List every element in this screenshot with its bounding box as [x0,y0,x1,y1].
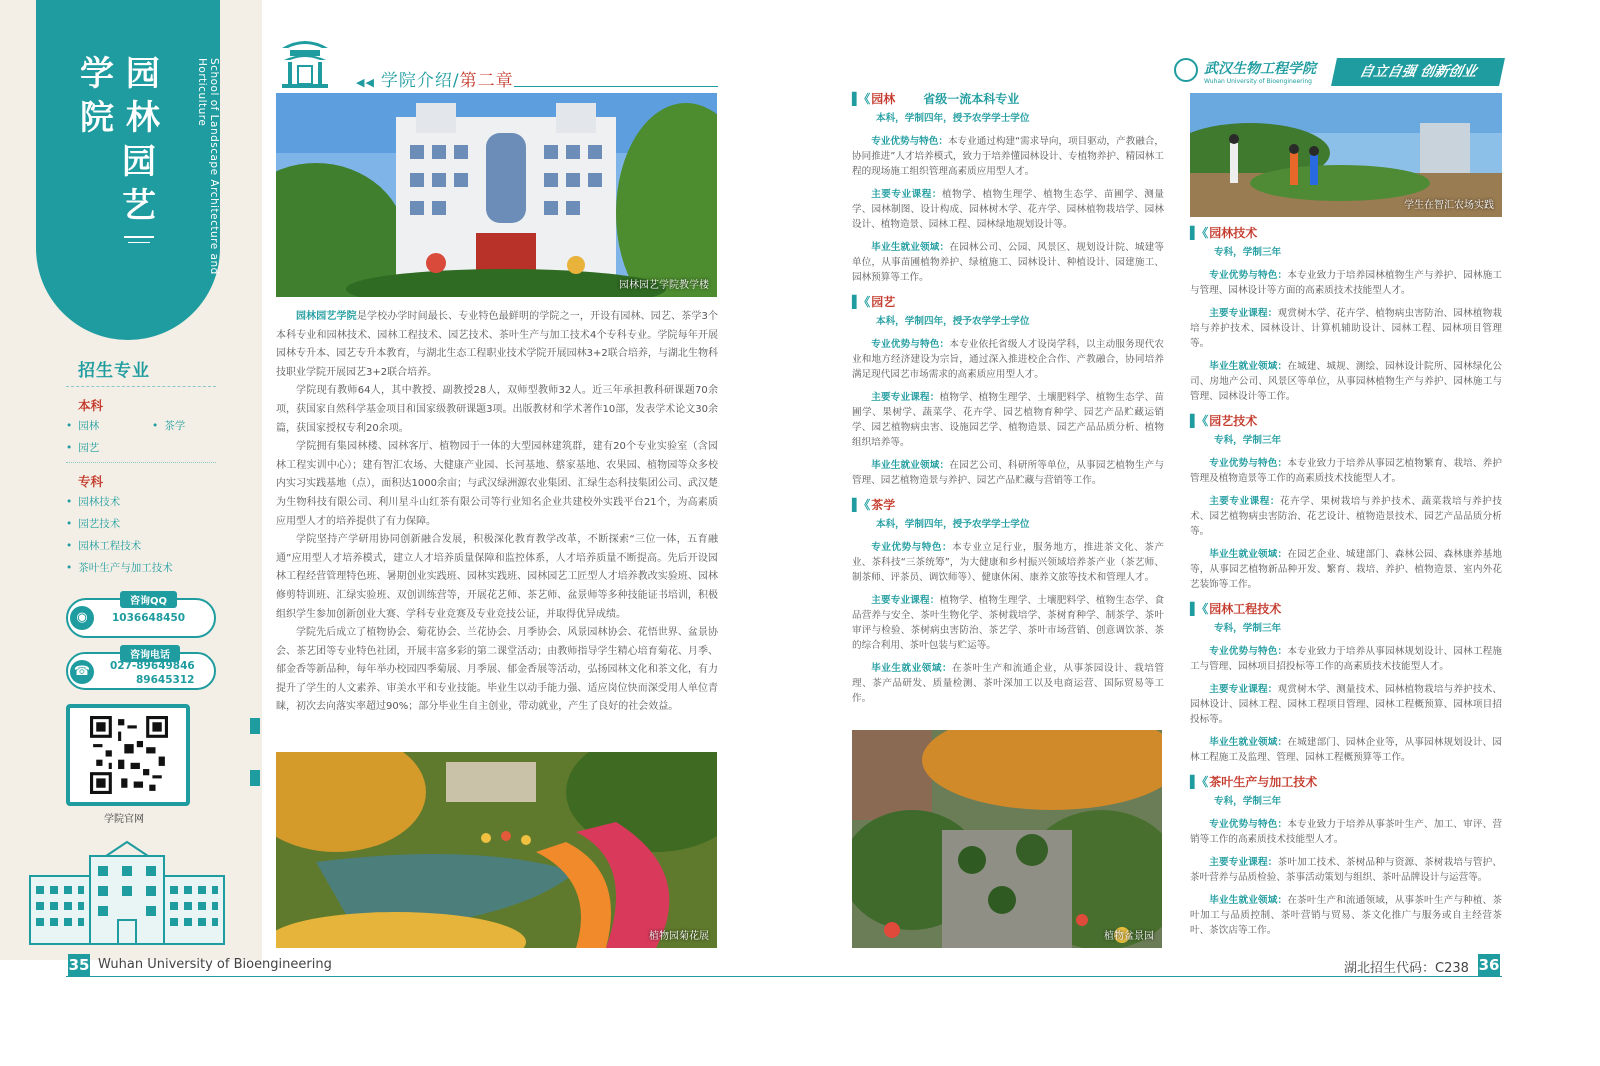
major-subtitle: 专科，学制三年 [1214,623,1282,634]
qr-caption: 学院官网 [104,814,144,825]
title-line-2: 院 林 [80,98,160,138]
undergrad-heading: 本科 [78,398,104,413]
bonsai-garden-image [852,730,1162,948]
major-advantage: 专业优势与特色：本专业立足行业，服务地方，推进茶文化、茶产业、茶科技“三茶统筹”，为大健康和乡村振兴领域培养茶产业（茶艺师、制茶师、评茶员、调饮师等）、健康休闲、康养文旅等技术和管理人才。 [852,542,1165,583]
majors-heading: 招生专业 [78,361,150,381]
major-item-chaye[interactable]: • 茶叶生产与加工技术 [66,560,173,575]
phone-contact-box[interactable] [66,652,216,690]
slogan-banner: 自立自强 创新创业 [1331,58,1505,86]
pavilion-icon [278,32,332,90]
intro-paragraph-1: 园林园艺学院是学校办学时间最长、专业特色最鲜明的学院之一，开设有园林、园艺、茶学3个本科专业和园林技术、园林工程技术、园艺技术、茶叶生产与加工技术4个专科专业。学院每年开展园林专升本、园艺专升本教育，与湖北生态工程职业技术学院开展园林3+2联合培养，与湖北生物科技职业学院开展园艺3+2联合培养。 [276,311,718,378]
major-heading-yuanlin-jishu: ▌《 园林技术 [1190,226,1258,240]
major-subtitle: 专科，学制三年 [1214,435,1282,446]
intro-paragraph-2: 学院现有教师64人，其中教授、副教授28人，双师型教师32人。近三年承担教科研课题70余项，获国家自然科学基金项目和国家级教研课题3项。出版教材和学术著作10部，发表学术论文30余篇，获国家授权专利20余项。 [276,385,718,434]
major-block-yuanyi [852,295,1164,488]
major-courses: 主要专业课程：茶叶加工技术、茶树品种与资源、茶树栽培与管护、茶叶营养与品质检验、茶事活动策划与组织、茶叶品牌设计与运营等。 [1190,857,1503,883]
photo1-caption: 园林园艺学院教学楼 [619,280,709,291]
double-chevron-icon: ▌《 [1190,775,1206,789]
title-underline [124,236,154,238]
title-english: School of Landscape Architecture and Horticulture [196,58,220,275]
photo-teaching-building [276,93,717,297]
major-employment: 毕业生就业领域：在茶叶生产和流通企业，从事茶园设计、栽培管理、茶产品研发、质量检测、茶叶深加工以及电商运营、国际贸易等工作。 [852,663,1165,704]
major-employment: 毕业生就业领域：在城建部门、园林企业等，从事园林规划设计、园林工程施工及监理、管理、园林工程概预算等工作。 [1190,737,1503,763]
major-block-yuanlin-jishu [1190,226,1502,404]
major-heading-yuanyi-jishu: ▌《 园艺技术 [1190,414,1258,428]
major-item-gongcheng-jishu[interactable]: • 园林工程技术 [66,538,141,553]
major-advantage: 专业优势与特色：本专业致力于培养从事茶叶生产、加工、审评、营销等工作的高素质技术技能型人才。 [1190,819,1503,845]
intro-text [276,308,718,717]
intro-paragraph-3: 学院拥有集园林楼、园林客厅、植物园于一体的大型园林建筑群，建有20个专业实验室（含园林工程实训中心）；建有智汇农场、大健康产业园、长河基地、蔡家基地、农果园、植物园等众多校内实习实践基地（点），面积达1000余亩；与武汉绿洲源农业集团、汇绿生态科技集团公司、武汉楚为生物科技有限公司、利川星斗山红茶有限公司等行业知名企业共建校外实践平台21个，为高素质应用型人才的培养提供了有力保障。 [276,441,718,527]
double-chevron-icon: ▌《 [1190,414,1206,428]
majors-divider [66,386,216,387]
title-underline-2 [128,242,150,243]
qq-tag: 咨询QQ [120,591,177,608]
title-line-4: 艺 [122,186,156,226]
major-block-chaxue [852,498,1164,706]
phone-tag: 咨询电话 [120,645,180,662]
photo2-caption: 植物园菊花展 [649,931,709,942]
major-advantage: 专业优势与特色：本专业致力于培养从事园林规划设计、园林工程施工与管理、园林项目招投标等工作的高素质技术技能型人才。 [1190,646,1503,672]
right-column [1190,226,1502,948]
major-heading-chaye: ▌《 茶叶生产与加工技术 [1190,775,1318,789]
chrysanthemum-image [276,752,717,948]
school-name-en: Wuhan University of Bioengineering [1204,78,1312,85]
college-title-card [36,0,220,340]
building-illustration-icon [28,836,226,946]
double-chevron-icon: ▌《 [852,498,868,512]
photo3-caption: 学生在智汇农场实践 [1404,200,1494,211]
major-employment: 毕业生就业领域：在园林公司、公园、风景区、规划设计院、城建等单位，从事苗圃植物养护、绿植施工、园林设计、种植设计、园建施工、园林预算等工作。 [852,242,1165,283]
major-courses: 主要专业课程：植物学、植物生理学、植物生态学、苗圃学、测量学、园林制图、设计构成、园林树木学、花卉学、园林植物栽培学、园林设计、植物造景、园林工程、园林绿地规划设计等。 [852,189,1165,230]
qq-contact-box[interactable] [66,598,216,638]
major-item-yuanlin[interactable]: • 园林 [66,418,99,433]
qq-icon: ◉ [70,606,94,630]
title-line-3: 园 [122,142,156,182]
photo-bonsai-garden [852,730,1162,948]
major-block-yuanlin [852,92,1164,285]
photo-chrysanthemum-show [276,752,717,948]
chapter-title: ◀◀ 学院介绍/第二章 [356,71,514,91]
major-advantage: 专业优势与特色：本专业致力于培养园林植物生产与养护、园林施工与管理、园林设计等方面的高素质技术技能型人才。 [1190,270,1503,296]
footer-rule [66,976,1502,977]
major-employment: 毕业生就业领域：在城建、城规、测绘、园林设计院所、园林绿化公司、房地产公司、风景区等单位，从事园林植物生产与养护、园林施工与管理、园林设计等工作。 [1190,361,1503,402]
qr-code-icon [90,716,168,794]
major-courses: 主要专业课程：观赏树木学、花卉学、植物病虫害防治、园林植物栽培与养护技术、园林设计、计算机辅助设计、园林工程、园林项目管理等。 [1190,308,1503,349]
middle-column [852,92,1164,716]
major-courses: 主要专业课程：观赏树木学、测量技术、园林植物栽培与养护技术、园林设计、园林工程、园林工程项目管理、园林工程概预算、园林项目招投标等。 [1190,684,1503,725]
major-advantage: 专业优势与特色：本专业依托省级人才设岗学科，以主动服务现代农业和地方经济建设为宗旨，通过深入推进校企合作、产教融合，协同培养满足现代园艺市场需求的高素质应用型人才。 [852,339,1165,380]
phone-number-1: 027-89649846 [110,660,195,672]
double-chevron-icon: ▌《 [852,295,868,309]
major-courses: 主要专业课程：植物学、植物生理学、土壤肥料学、植物生态学、苗圃学、果树学、蔬菜学、花卉学、园艺植物育种学、园艺产品贮藏运销学、园艺植物病虫害、设施园艺学、植物造景、园艺产品品质分析、植物组织培养等。 [852,392,1165,448]
footer-right-text: 湖北招生代码：C238 [1344,961,1469,976]
major-employment: 毕业生就业领域：在园艺公司、科研所等单位，从事园艺植物生产与管理、园艺植物造景与养护、园艺产品贮藏与营销等工作。 [852,460,1165,486]
major-item-yuanlin-jishu[interactable]: • 园林技术 [66,494,120,509]
college-heading: 专科 [78,474,104,489]
photo4-caption: 植物盆景园 [1104,931,1154,942]
major-heading-chaxue: ▌《 茶学 [852,498,896,512]
major-subtitle: 专科，学制三年 [1214,796,1282,807]
major-block-yuanyi-jishu [1190,414,1502,592]
intro-paragraph-4: 学院坚持产学研用协同创新融合发展，积极深化教育教学改革，不断探索“三位一体，五育融通”应用型人才培养模式，建立人才培养质量保障和监控体系，人才培养质量不断提高。先后开设园林工程经营管理特色班、暑期创业实践班、园林实践班、园林园艺工匠型人才培养教改实验班、园林修剪特训班、汇绿实验班、双创训练营等，开展花艺师、茶艺师、盆景师等多种技能证书培训，积极组织学生参加创新创业大赛、学科专业竞赛及专业竞技公证，并取得优异成绩。 [276,534,718,620]
major-courses: 主要专业课程：植物学、植物生理学、土壤肥料学、植物生态学、食品营养与安全、茶叶生物化学、茶树栽培学、茶树育种学、制茶学、茶叶审评与检验、茶树病虫害防治、茶艺学、茶叶市场营销、创意调饮茶、茶的综合利用、茶叶包装与贮运等。 [852,595,1165,651]
chapter-underline [514,86,718,87]
major-block-gongcheng-jishu [1190,602,1502,765]
major-subtitle: 本科，学制四年，授予农学学士学位 [876,113,1030,124]
phone-icon: ☎ [70,660,94,684]
qr-frame-tab-top [250,718,260,734]
phone-number-2: 89645312 [136,674,195,686]
major-block-chaye [1190,775,1502,938]
chapter-arrow-icon: ◀◀ [356,76,375,89]
qq-number: 1036648450 [112,612,186,624]
major-heading-gongcheng-jishu: ▌《 园林工程技术 [1190,602,1282,616]
major-advantage: 专业优势与特色：本专业致力于培养从事园艺植物繁育、栽培、养护管理及植物造景等工作的高素质技术技能型人才。 [1190,458,1503,484]
school-logo-icon [1174,58,1198,82]
page-number-left: 35 [68,956,90,974]
page-number-right: 36 [1478,956,1500,974]
qr-frame-tab-bottom [250,770,260,786]
double-chevron-icon: ▌《 [852,92,868,106]
major-item-yuanyi[interactable]: • 园艺 [66,440,99,455]
photo-farm-practice [1190,93,1502,217]
major-item-yuanyi-jishu[interactable]: • 园艺技术 [66,516,120,531]
double-chevron-icon: ▌《 [1190,602,1206,616]
double-chevron-icon: ▌《 [1190,226,1206,240]
qr-code-frame[interactable] [66,704,190,806]
major-heading-yuanlin: ▌《 园林 省级一流本科专业 [852,92,1020,106]
school-name: 武汉生物工程学院 [1204,61,1316,77]
intro-paragraph-5: 学院先后成立了植物协会、菊花协会、兰花协会、月季协会、风景园林协会、花悟世界、盆景协会、茶艺团等专业特色社团，开展丰富多彩的第二课堂活动；由教师指导学生精心培育菊花、月季、郁金香等新品种，每年举办校园四季菊展、月季展、郁金香展等活动，弘扬园林文化和茶文化，有力提升了学生的人文素养、审美水平和专业技能。毕业生以动手能力强、适应岗位快而深受用人单位青睐，初次去向落实率超过90%；部分毕业生自主创业，带动就业，产生了良好的社会效益。 [276,627,718,713]
major-subtitle: 专科，学制三年 [1214,247,1282,258]
major-employment: 毕业生就业领域：在园艺企业、城建部门、森林公园、森林康养基地等，从事园艺植物新品种开发、繁育、栽培、养护、植物造景、室内外花艺装饰等工作。 [1190,549,1503,590]
title-line-1: 学 园 [80,54,160,94]
major-subtitle: 本科，学制四年，授予农学学士学位 [876,519,1030,530]
footer-left-text: Wuhan University of Bioengineering [98,957,332,972]
major-subtitle: 本科，学制四年，授予农学学士学位 [876,316,1030,327]
undergrad-divider [66,462,216,463]
teaching-building-image [276,93,717,297]
major-item-chaxue[interactable]: • 茶学 [152,418,185,433]
major-advantage: 专业优势与特色：本专业通过构建“需求导向，项目驱动，产教融合，协同推进”人才培养模式，致力于培养懂园林设计、专植物养护、精园林工程的现场施工组织管理高素质应用型人才。 [852,136,1164,177]
major-courses: 主要专业课程：花卉学、果树栽培与养护技术、蔬菜栽培与养护技术、园艺植物病虫害防治、花艺设计、植物造景技术、园艺产品品质分析等。 [1190,496,1503,537]
major-employment: 毕业生就业领域：在茶叶生产和流通领域，从事茶叶生产与种植、茶叶加工与品质控制、茶叶营销与贸易、茶文化推广与服务或自主经营茶叶、茶饮店等工作。 [1190,895,1503,936]
major-heading-yuanyi: ▌《 园艺 [852,295,896,309]
